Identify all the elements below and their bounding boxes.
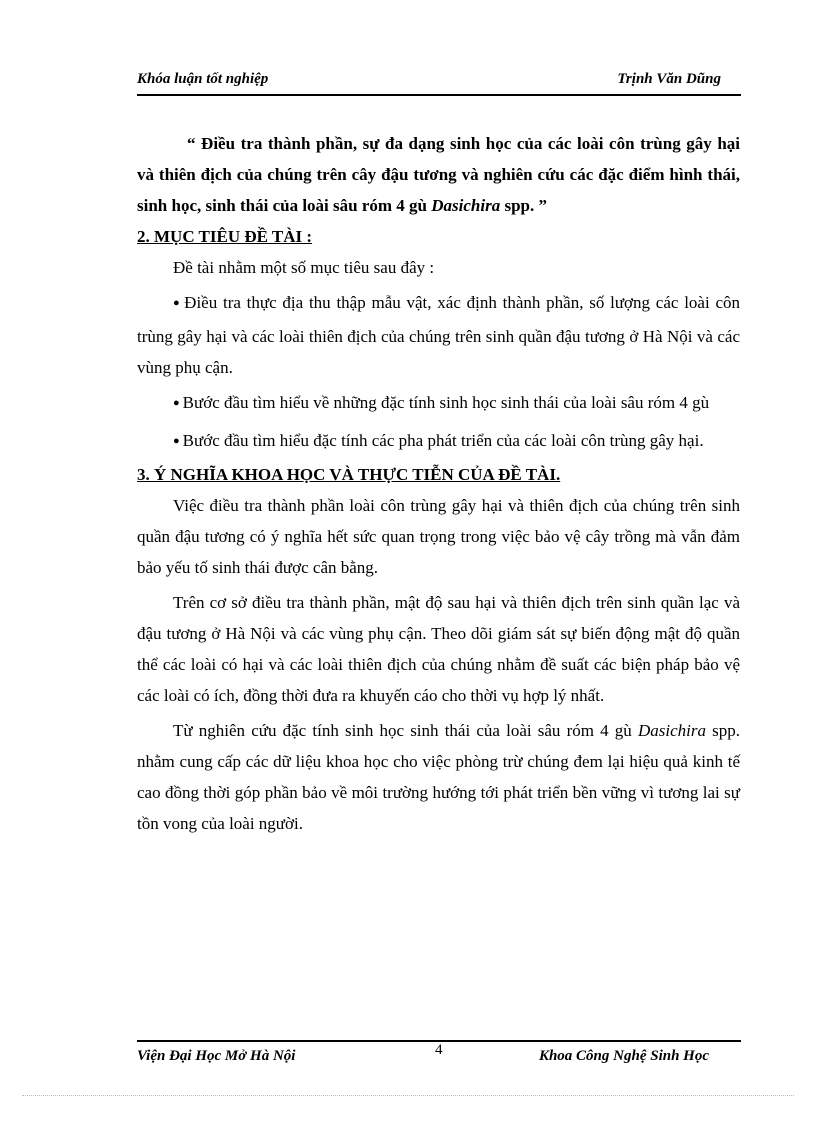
section-2-heading: 2. MỤC TIÊU ĐỀ TÀI : (137, 227, 313, 246)
bullet-dot-icon: ● (173, 297, 182, 309)
footer-institution: Viện Đại Học Mở Hà Nội (137, 1048, 296, 1064)
quote-line-1: “ Điều tra thành phần, sự đa dạng sinh học của các loài côn trùng (187, 134, 681, 153)
bullet-item (137, 425, 740, 459)
bullet-item (137, 387, 740, 421)
quote-species-italic: Dasichira (431, 196, 501, 215)
bullet-text: Bước đầu tìm hiểu về những đặc tính sinh học sinh thái của loài sâu róm 4 gù (182, 393, 710, 412)
para3-start: Từ nghiên cứu đặc tính sinh học sinh thái của loài sâu róm 4 gù (173, 721, 638, 740)
section-3-heading: 3. Ý NGHĨA KHOA HỌC VÀ THỰC TIỄN CỦA ĐỀ TÀI. (137, 465, 561, 484)
quote-line-4: spp. ” (504, 196, 548, 215)
section-3-paragraph-1: Việc điều tra thành phần loài côn trùng gây hại và thiên địch của chúng trên sinh quần đậu tương có ý nghĩa hết sức quan trọng trong việc bảo vệ cây trồng mà vẫn đảm bảo yếu tố sinh thái được cân bằng. (137, 496, 740, 577)
section-3-paragraph-3 (137, 715, 740, 839)
page-body (137, 128, 740, 839)
bullet-text: Điều tra thực địa thu thập mẫu vật, xác định thành phần, số lượng các loài côn trùng gây hại và các loài thiên địch của chúng trên sinh quần đậu tương ở Hà Nội và các vùng phụ cận. (137, 293, 740, 377)
footer-faculty: Khoa Công Nghệ Sinh Học (538, 1048, 709, 1064)
page-boundary-divider (22, 1095, 794, 1096)
bullet-text: Bước đầu tìm hiểu đặc tính các pha phát triển của các loài côn trùng gây hại. (182, 431, 704, 450)
quote-line-2: gây hại và thiên địch của chúng trên cây đậu tương và nghiên cứu các (137, 134, 740, 184)
section-2-intro: Đề tài nhằm một số mục tiêu sau đây : (173, 258, 435, 277)
thesis-title-quote (137, 128, 740, 221)
page-number: 4 (435, 1042, 443, 1058)
bullet-item (137, 287, 740, 383)
header-left-title: Khóa luận tốt nghiệp (137, 71, 269, 87)
para3-end: spp. nhằm cung cấp các dữ liệu khoa học cho việc phòng trừ chúng đem lại hiệu quả kinh tế cao đồng thời góp phần bảo về môi trường hướng tới phát triển bền vững vì tương lai sự tồn vong của loài người. (137, 721, 740, 833)
quote-line-3: đặc điểm hình thái, sinh học, sinh thái của loài sâu róm 4 gù (137, 165, 741, 215)
header-author: Trịnh Văn Dũng (617, 71, 721, 87)
para3-species-italic: Dasichira (637, 721, 706, 740)
page-footer (137, 1040, 741, 1070)
section-3-paragraph-2: Trên cơ sở điều tra thành phần, mật độ sau hại và thiên địch trên sinh quần lạc và đậu tương ở Hà Nội và các vùng phụ cận. Theo dõi giám sát sự biến động mật độ quần thể các loài có hại và các loài thiên địch của chúng nhằm đề suất các biện pháp bảo vệ các loài có ích, đồng thời đưa ra khuyến cáo cho thời vụ hợp lý nhất. (137, 593, 740, 705)
page-header (137, 66, 741, 96)
bullet-dot-icon: ● (173, 435, 180, 447)
bullet-dot-icon: ● (173, 397, 180, 409)
